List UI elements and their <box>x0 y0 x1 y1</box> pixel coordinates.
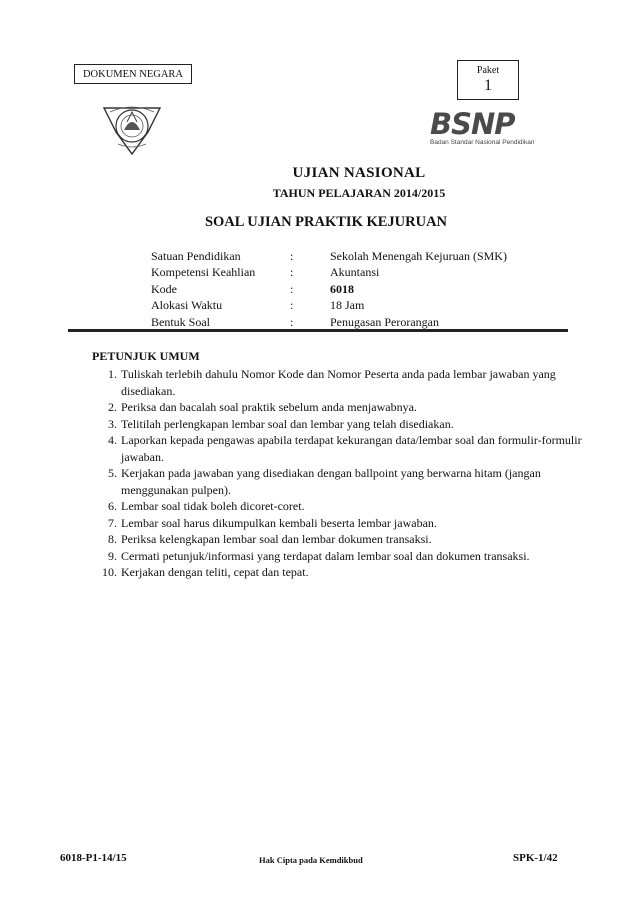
list-item <box>96 399 596 416</box>
item-number: 3. <box>108 416 117 431</box>
item-number: 2. <box>108 400 117 414</box>
list-item <box>96 548 596 565</box>
info-sep: : <box>290 265 294 280</box>
item-text: Telitilah perlengkapan lembar soal dan lembar yang telah disediakan. <box>121 416 454 431</box>
item-text: Cermati petunjuk/informasi yang terdapat dalam lembar soal dan dokumen transaksi. <box>121 548 530 563</box>
bsnp-logo <box>430 107 552 152</box>
item-number: 8. <box>108 532 117 546</box>
item-number: 5. <box>108 466 117 480</box>
info-sep: : <box>290 281 294 296</box>
info-sep: : <box>290 249 294 263</box>
info-value: Sekolah Menengah Kejuruan (SMK) <box>330 249 507 263</box>
info-table <box>151 249 507 331</box>
divider <box>68 329 568 332</box>
info-label: Satuan Pendidikan <box>151 249 241 263</box>
bsnp-subtitle: Badan Standar Nasional Pendidikan <box>430 139 535 146</box>
item-text: Periksa kelengkapan lembar soal dan lembar dokumen transaksi. <box>121 532 432 546</box>
footer-copyright: Hak Cipta pada Kemdikbud <box>259 855 363 865</box>
info-value: 6018 <box>330 281 354 296</box>
list-item <box>96 498 596 515</box>
info-value: 18 Jam <box>330 298 365 313</box>
list-item <box>96 366 596 399</box>
info-label: Kompetensi Keahlian <box>151 265 256 280</box>
list-item <box>96 416 596 433</box>
item-text: Lembar soal tidak boleh dicoret-coret. <box>121 499 305 513</box>
main-title: UJIAN NASIONAL <box>292 165 426 181</box>
info-sep: : <box>290 298 294 313</box>
info-row <box>151 249 507 265</box>
footer-page: SPK-1/42 <box>513 852 558 864</box>
info-value: Penugasan Perorangan <box>330 314 439 329</box>
item-text: Lembar soal harus dikumpulkan kembali beserta lembar jawaban. <box>121 515 437 530</box>
info-label: Alokasi Waktu <box>151 298 223 313</box>
item-text: Kerjakan dengan teliti, cepat dan tepat. <box>121 565 309 579</box>
info-value: Akuntansi <box>330 265 380 280</box>
footer-code: 6018-P1-14/15 <box>60 852 127 864</box>
year-title: TAHUN PELAJARAN 2014/2015 <box>272 186 446 200</box>
info-row <box>151 265 507 281</box>
paket-box <box>457 60 519 100</box>
tut-wuri-handayani-emblem-icon <box>100 100 164 158</box>
dokumen-negara-label: DOKUMEN NEGARA <box>74 64 192 84</box>
item-number: 4. <box>108 433 117 447</box>
info-row <box>151 298 507 314</box>
list-item <box>96 515 596 532</box>
petunjuk-title: PETUNJUK UMUM <box>92 349 200 363</box>
item-number: 9. <box>108 548 117 563</box>
list-item <box>96 564 596 581</box>
list-item <box>96 432 596 465</box>
paket-label: Paket <box>476 65 500 76</box>
info-label: Kode <box>151 281 177 296</box>
item-text: Tuliskah terlebih dahulu Nomor Kode dan Nomor Peserta anda pada lembar jawaban yang disediakan. <box>121 367 556 398</box>
item-number: 1. <box>108 367 117 381</box>
bsnp-logo-text: BSNP <box>430 107 515 141</box>
info-label: Bentuk Soal <box>151 314 210 329</box>
item-text: Laporkan kepada pengawas apabila terdapat kekurangan data/lembar soal dan formulir-formulir jawaban. <box>121 433 582 464</box>
item-text: Periksa dan bacalah soal praktik sebelum anda menjawabnya. <box>121 400 417 414</box>
list-item <box>96 531 596 548</box>
info-sep: : <box>290 314 294 329</box>
item-number: 7. <box>108 515 117 530</box>
petunjuk-list <box>96 366 596 581</box>
item-text: Kerjakan pada jawaban yang disediakan dengan ballpoint yang berwarna hitam (jangan menggunakan pulpen). <box>121 466 541 497</box>
item-number: 6. <box>108 499 117 513</box>
item-number: 10. <box>102 565 117 579</box>
paket-number: 1 <box>484 77 492 94</box>
list-item <box>96 465 596 498</box>
info-row <box>151 282 507 298</box>
subtitle: SOAL UJIAN PRAKTIK KEJURUAN <box>204 214 448 230</box>
